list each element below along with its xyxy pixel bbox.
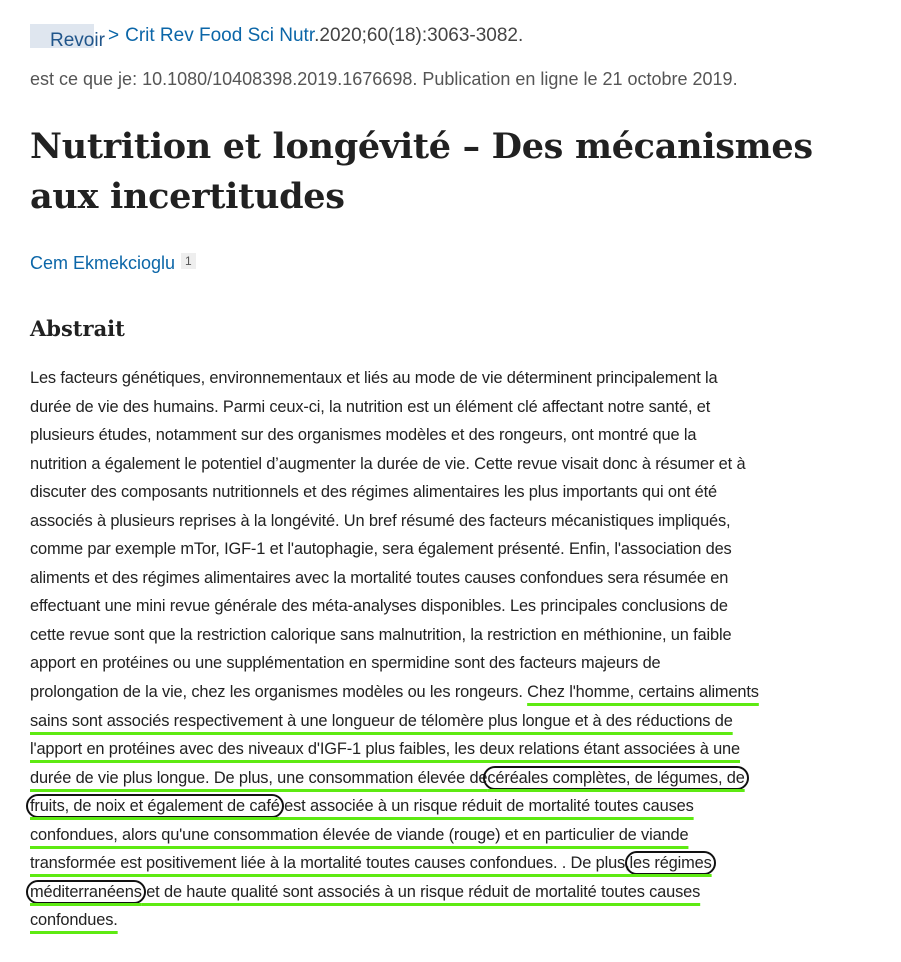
highlighted-text: l'apport en protéines avec des niveaux d'IGF-1 plus faibles, les deux relations étant associées à une <box>30 740 740 759</box>
text-segment: prolongation de la vie, chez les organismes modèles ou les rongeurs. <box>30 683 528 702</box>
abstract-line <box>30 478 759 507</box>
article-title: Nutrition et longévité – Des mécanismes aux incertitudes <box>30 126 813 217</box>
affiliation-badge[interactable]: 1 <box>181 253 196 269</box>
circled-annotation: céréales complètes, de légumes, de <box>483 766 748 790</box>
text-segment: cette revue sont que la restriction calorique sans malnutrition, la restriction en méthionine, un faible <box>30 625 732 644</box>
abstract-line <box>30 450 759 479</box>
highlighted-text: transformée est positivement liée à la mortalité toutes causes confondues. . De plus, <box>30 854 630 873</box>
author <box>30 253 196 274</box>
journal-link[interactable]: Crit Rev Food Sci Nutr <box>125 25 315 46</box>
abstract-line <box>30 792 759 821</box>
citation-details: .2020;60(18):3063-3082. <box>314 25 524 46</box>
highlighted-text: est associée à un risque réduit de mortalité toutes causes <box>279 797 694 816</box>
highlighted-text: Chez l'homme, certains aliments <box>527 683 759 702</box>
text-segment: comme par exemple mTor, IGF-1 et l'autophagie, sera également présenté. Enfin, l'association des <box>30 540 732 559</box>
abstract-line <box>30 621 759 650</box>
highlighted-text: confondues. <box>30 911 118 930</box>
abstract-line <box>30 764 759 793</box>
text-segment: plusieurs études, notamment sur des organismes modèles et des rongeurs, ont montré que la <box>30 426 697 445</box>
text-segment: Les facteurs génétiques, environnementaux et liés au mode de vie déterminent principalement la <box>30 369 718 387</box>
abstract-line <box>30 821 759 850</box>
abstract-line <box>30 364 759 393</box>
abstract-line <box>30 564 759 593</box>
abstract-line <box>30 507 759 536</box>
abstract-line <box>30 649 759 678</box>
highlighted-text: sains sont associés respectivement à une longueur de télomère plus longue et à des réductions de <box>30 711 733 730</box>
abstract-line <box>30 393 759 422</box>
abstract-line <box>30 878 759 907</box>
abstract-line <box>30 592 759 621</box>
abstract-text <box>30 364 759 935</box>
abstract-line <box>30 906 759 935</box>
text-segment: durée de vie des humains. Parmi ceux-ci, la nutrition est un élément clé affectant notre santé, et <box>30 397 711 416</box>
author-link[interactable]: Cem Ekmekcioglu <box>30 253 176 273</box>
citation-bar <box>30 24 524 51</box>
abstract-line <box>30 849 759 878</box>
abstract-line <box>30 678 759 707</box>
abstract-heading: Abstrait <box>30 316 125 341</box>
highlighted-text: et de haute qualité sont associés à un risque réduit de mortalité toutes causes <box>141 882 701 901</box>
text-segment: associés à plusieurs reprises à la longévité. Un bref résumé des facteurs mécanistiques impliqués, <box>30 511 731 530</box>
circled-annotation: méditerranéens <box>26 880 146 904</box>
text-segment: discuter des composants nutritionnels et des régimes alimentaires les plus importants qui ont été <box>30 483 717 502</box>
highlighted-text: durée de vie plus longue. De plus, une consommation élevée de <box>30 768 488 787</box>
chevron-right-icon: > <box>108 25 120 46</box>
abstract-line <box>30 735 759 764</box>
text-segment: apport en protéines ou une supplémentation en spermidine sont des facteurs majeurs de <box>30 654 661 673</box>
doi-line: est ce que je: 10.1080/10408398.2019.1676698. Publication en ligne le 21 octobre 2019. <box>30 69 738 89</box>
text-segment: effectuant une mini revue générale des méta-analyses disponibles. Les principales conclusions de <box>30 597 728 616</box>
text-segment: nutrition a également le potentiel d’augmenter la durée de vie. Cette revue visait donc à résumer et à <box>30 454 746 473</box>
abstract-line <box>30 707 759 736</box>
circled-annotation: les régimes <box>625 851 715 875</box>
text-segment: aliments et des régimes alimentaires avec la mortalité toutes causes confondues sera résumée en <box>30 568 729 587</box>
circled-annotation: fruits, de noix et également de café <box>26 794 284 818</box>
journal-citation <box>108 25 523 47</box>
highlighted-text: confondues, alors qu'une consommation élevée de viande (rouge) et en particulier de viande <box>30 825 689 844</box>
abstract-line <box>30 535 759 564</box>
abstract-line <box>30 421 759 450</box>
review-button[interactable]: Revoir <box>30 24 94 48</box>
